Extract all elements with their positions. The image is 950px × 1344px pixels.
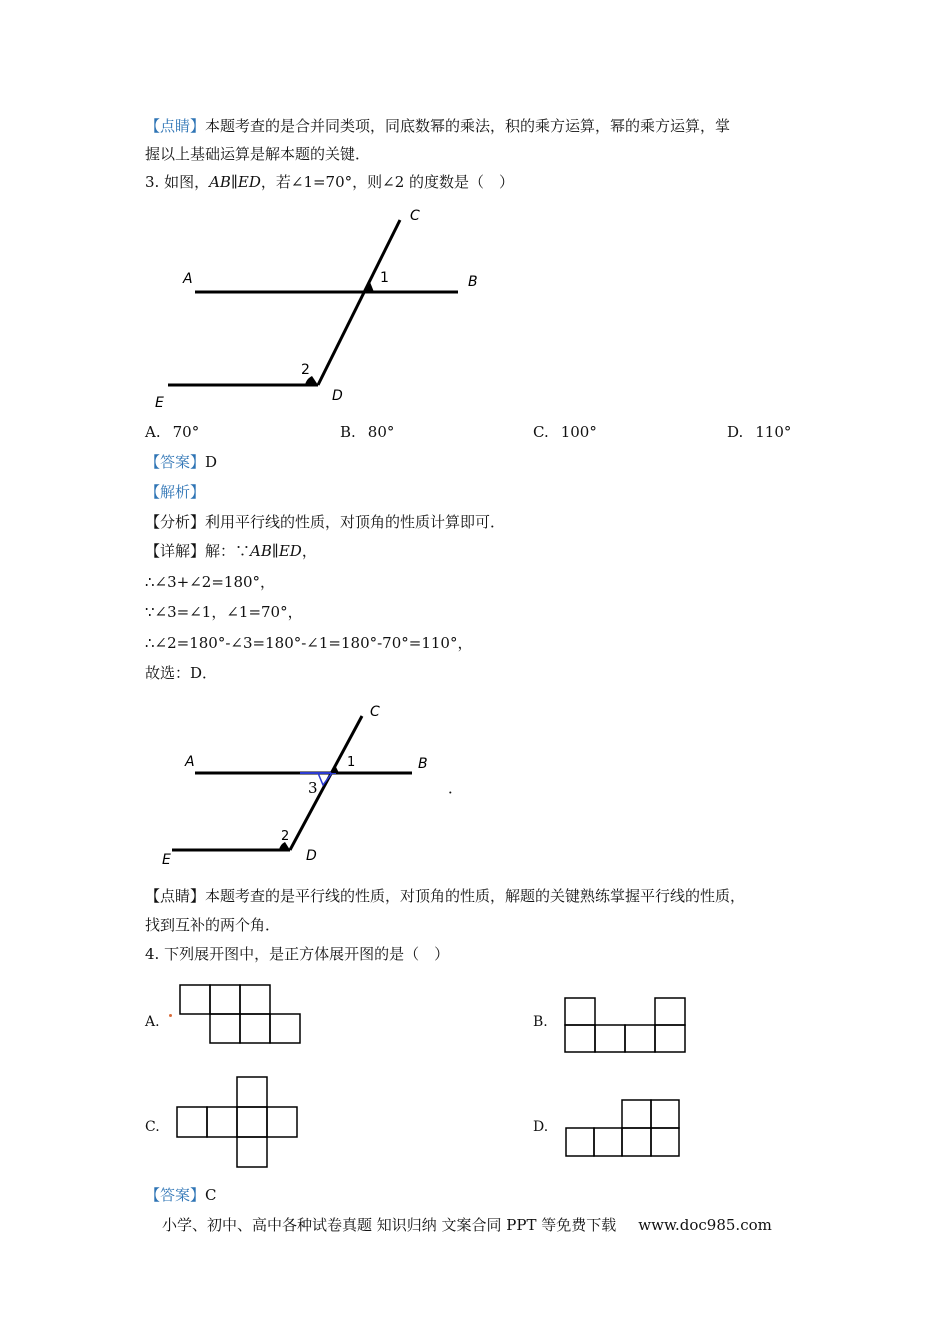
- figure-period: ．: [448, 779, 464, 797]
- q3-comment-line-1: 【点睛】本题考查的是平行线的性质，对顶角的性质，解题的关键熟练掌握平行线的性质，: [145, 887, 746, 905]
- label-c: C: [410, 208, 420, 224]
- option-c: C. 100°: [533, 423, 597, 441]
- angle-3-mark: [318, 773, 332, 785]
- label-angle-2: 2: [281, 829, 290, 844]
- q4-option-b-label: B.: [533, 1014, 548, 1030]
- option-a: A. 70°: [145, 423, 200, 441]
- label-angle-1: 1: [347, 755, 356, 770]
- q3-question: 3. 如图，AB∥ED，若∠1=70°，则∠2 的度数是（ ）: [145, 173, 515, 191]
- label-b: B: [468, 274, 478, 290]
- page-footer: 小学、初中、高中各种试卷真题 知识归纳 文案合同 PPT 等免费下载 www.doc985.com: [162, 1216, 772, 1234]
- q4-question: 4. 下列展开图中，是正方体展开图的是（ ）: [145, 945, 450, 963]
- label-angle-1: 1: [380, 270, 389, 286]
- label-b: B: [418, 756, 428, 772]
- q3-figure: [150, 200, 500, 415]
- label-d: D: [306, 848, 317, 864]
- q2-comment-line-1: 【点睛】本题考查的是合并同类项，同底数幂的乘法，积的乘方运算，幂的乘方运算，掌: [145, 117, 731, 135]
- option-b: B. 80°: [340, 423, 395, 441]
- label-d: D: [332, 388, 343, 404]
- q3-solution-figure: [150, 700, 470, 875]
- q3-step-1: ∴∠3+∠2=180°，: [145, 573, 276, 591]
- q3-step-4: 故选：D．: [145, 664, 218, 682]
- q4-option-c-label: C.: [145, 1119, 160, 1135]
- label-a: A: [185, 754, 195, 770]
- line-cd: [290, 716, 362, 850]
- option-d: D. 110°: [727, 423, 792, 441]
- line-cd: [318, 220, 400, 385]
- net-a: [178, 984, 303, 1046]
- label-angle-3: 3: [308, 779, 318, 797]
- q4-option-d-label: D.: [533, 1119, 549, 1135]
- label-e: E: [155, 395, 164, 411]
- q4-answer: 【答案】C: [145, 1186, 217, 1204]
- footer-site-link[interactable]: www.doc985.com: [638, 1216, 772, 1234]
- q3-step-2: ∵∠3=∠1，∠1=70°，: [145, 603, 303, 621]
- q3-analysis: 【分析】利用平行线的性质，对顶角的性质计算即可．: [145, 513, 506, 531]
- label-e: E: [162, 852, 171, 868]
- label-a: A: [183, 271, 193, 287]
- net-d: [564, 1099, 684, 1159]
- comment-tag: 【点睛】: [145, 117, 206, 135]
- q3-answer: 【答案】D: [145, 453, 218, 471]
- q3-comment-line-2: 找到互补的两个角．: [145, 916, 281, 934]
- label-angle-2: 2: [301, 362, 310, 378]
- q3-step-3: ∴∠2=180°-∠3=180°-∠1=180°-70°=110°，: [145, 634, 473, 652]
- net-b: [563, 997, 688, 1055]
- stray-dot: [169, 1014, 172, 1017]
- q4-option-a-label: A.: [145, 1014, 160, 1030]
- q3-detail: 【详解】解：∵AB∥ED，: [145, 542, 317, 560]
- q3-analysis-tag: 【解析】: [145, 483, 206, 501]
- q2-comment-line-2: 握以上基础运算是解本题的关键．: [145, 145, 371, 163]
- net-c: [175, 1076, 300, 1169]
- label-c: C: [370, 704, 380, 720]
